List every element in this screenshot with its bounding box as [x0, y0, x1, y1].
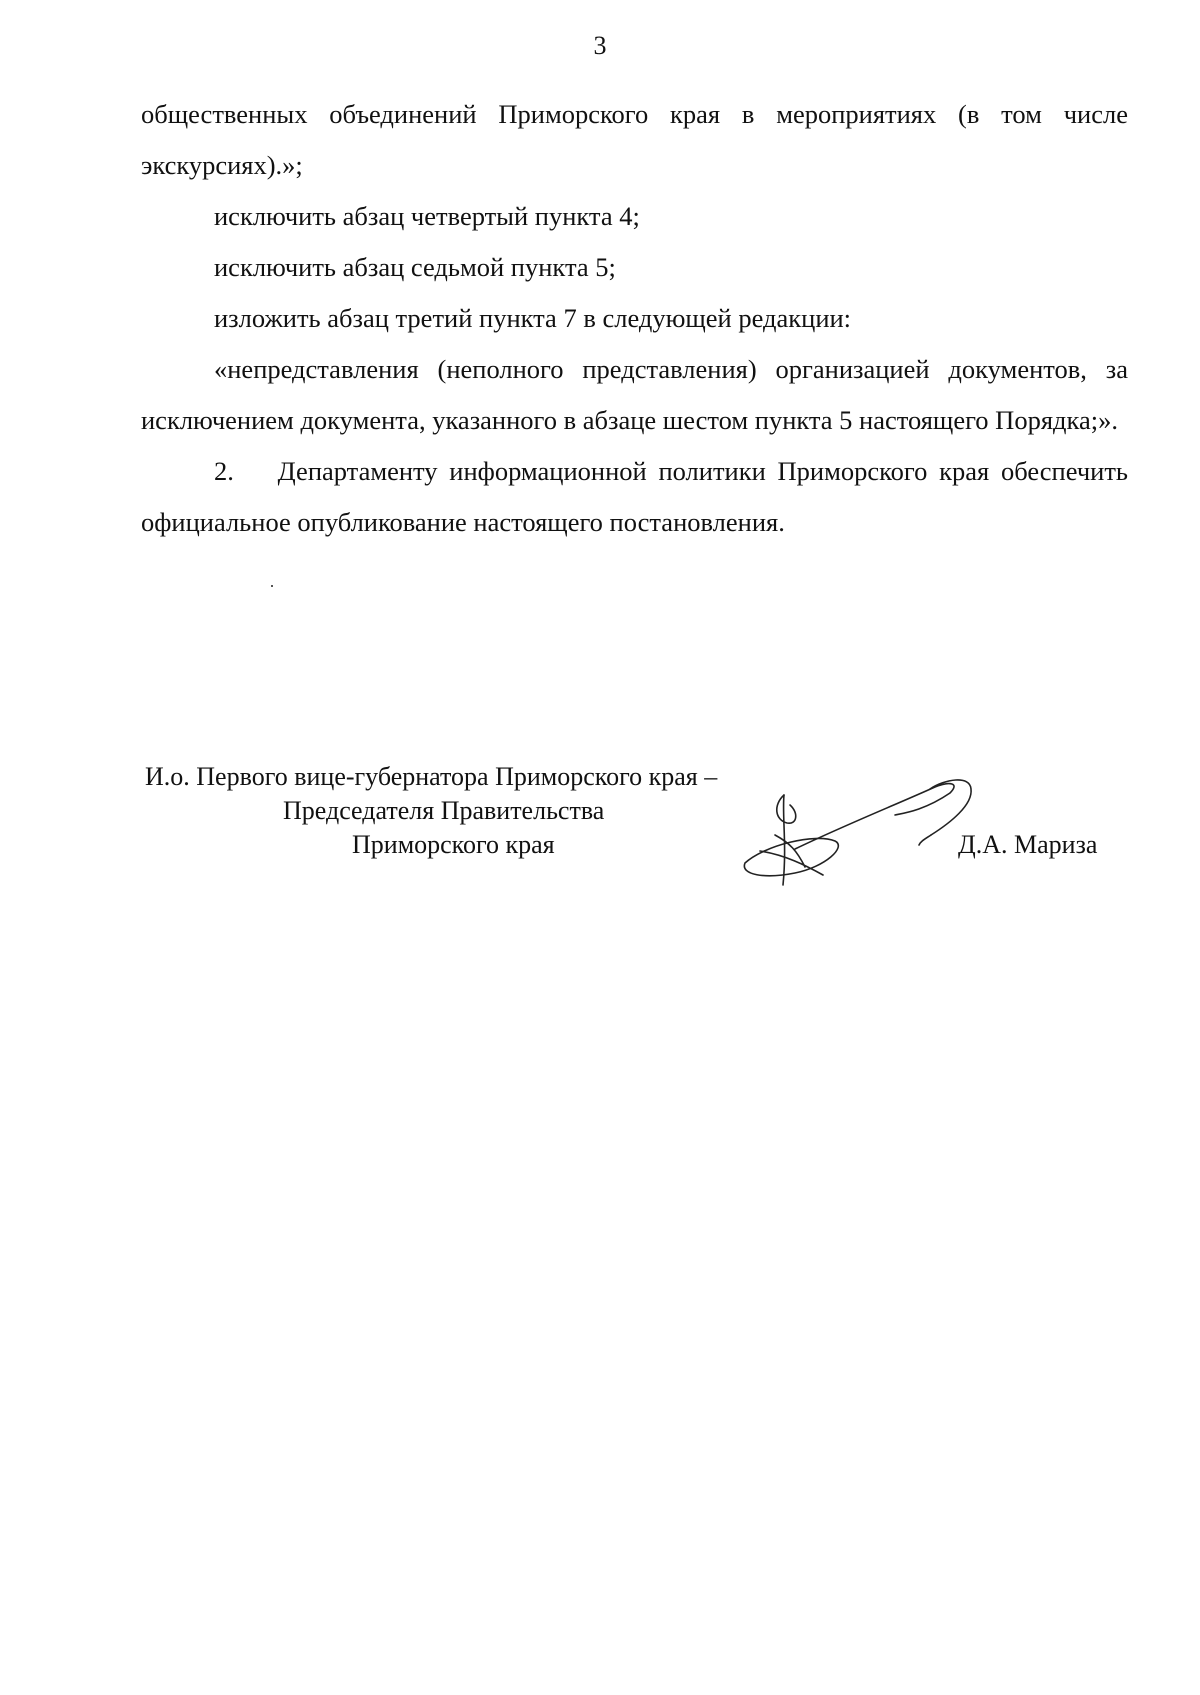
paragraph-restate-item-7: изложить абзац третий пункта 7 в следующей редакции: [214, 303, 852, 333]
signatory-title [145, 760, 805, 862]
paragraph-exclude-item-4: исключить абзац четвертый пункта 4; [214, 201, 640, 231]
item-2-text: Департаменту информационной политики Приморского края обеспечить официальное опубликование настоящего постановления. [141, 456, 1129, 537]
paragraph-quoted-text: «непредставления (неполного представления) организацией документов, за исключением документа, указанного в абзаце шестом пункта 5 настоящего Порядка;». [141, 354, 1128, 435]
scan-speck [271, 585, 273, 587]
paragraph-continuation: общественных объединений Приморского края в мероприятиях (в том числе экскурсиях).»; [141, 99, 1128, 180]
item-number: 2. [214, 456, 234, 486]
signatory-title-line-2: Председателя Правительства [283, 796, 605, 825]
signatory-title-line-1: И.о. Первого вице-губернатора Приморского края – [145, 762, 718, 791]
signatory-title-line-3: Приморского края [352, 830, 555, 859]
document-body [141, 89, 1128, 548]
paragraph-item-2 [141, 446, 1128, 548]
page-number: 3 [593, 31, 607, 60]
paragraph-exclude-item-5: исключить абзац седьмой пункта 5; [214, 252, 616, 282]
handwritten-signature [735, 775, 995, 895]
signatory-name: Д.А. Мариза [958, 830, 1098, 859]
